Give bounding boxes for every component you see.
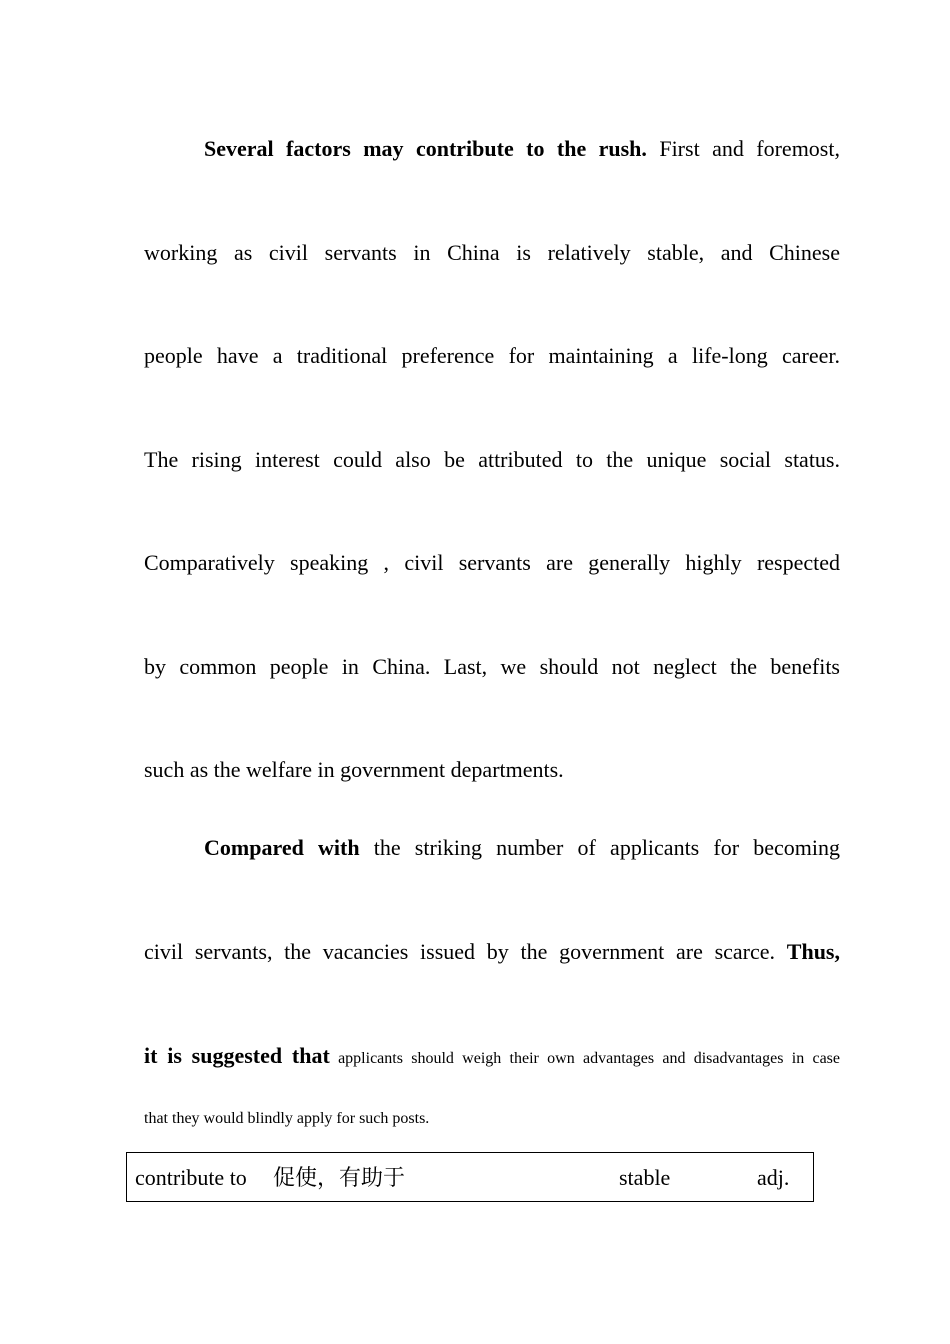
paragraph2-line4: that they would blindly apply for such posts. [144,1110,430,1127]
paragraph2-line1: Compared with the striking number of applicants for becoming [204,835,840,860]
paragraph1-line6: by common people in China. Last, we should not neglect the benefits [144,654,840,679]
conclusion-marker: Thus, [786,939,840,964]
vocab-term-stable: stable [619,1165,671,1190]
paragraph1-line7: such as the welfare in government departments. [144,757,564,782]
comparison-phrase: Compared with [204,835,360,860]
paragraph1-line5: Comparatively speaking , civil servants are generally highly respected [144,550,840,575]
paragraph2-line3: it is suggested that applicants should weigh their own advantages and disadvantages in case [144,1043,841,1068]
topic-sentence: Several factors may contribute to the rush. [204,136,647,161]
paragraph1-line3: people have a traditional preference for maintaining a life-long career. [144,343,840,368]
paragraph1-line4: The rising interest could also be attributed to the unique social status. [144,447,840,472]
paragraph1-line2: working as civil servants in China is relatively stable, and Chinese [144,240,840,265]
paragraph2-line2: civil servants, the vacancies issued by the government are scarce. Thus, [144,939,840,964]
vocab-pos-stable: adj. [757,1165,790,1190]
vocab-meaning-contribute-to: 促使，有助于 [273,1165,406,1190]
suggestion-phrase: it is suggested that [144,1043,330,1068]
vocab-term-contribute-to: contribute to [135,1165,247,1190]
vocabulary-box [126,1152,814,1202]
paragraph1-line1: Several factors may contribute to the rush. First and foremost, [204,136,840,161]
